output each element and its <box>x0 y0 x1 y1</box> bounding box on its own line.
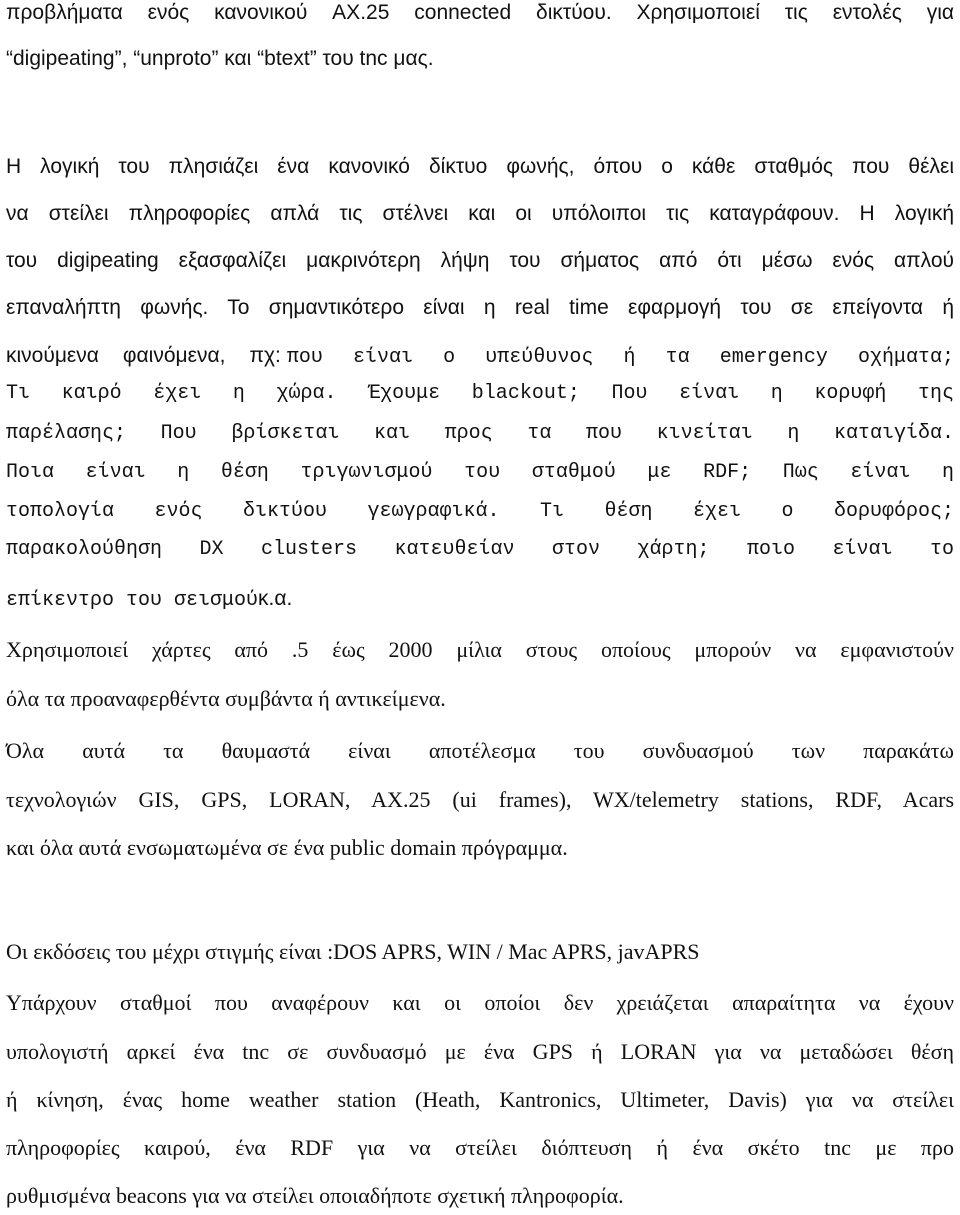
text-line <box>6 463 954 493</box>
text-segment: επαναλήπτη φωνής. Το σημαντικότερο είναι η real time εφαρμογή του σε επείγοντα ή <box>6 296 954 319</box>
text-segment: επίκεντρο του σεισμού <box>6 589 259 612</box>
text-line <box>6 203 954 233</box>
text-line <box>6 250 954 280</box>
text-line <box>6 789 954 819</box>
text-segment: Υπάρχουν σταθμοί που αναφέρουν και οι οποίοι δεν χρειάζεται απαραίτητα να έχουν <box>6 990 954 1015</box>
text-segment: ή κίνηση, ένας home weather station (Heath, Kantronics, Ultimeter, Davis) για να στείλει <box>6 1087 954 1112</box>
text-line <box>6 297 954 327</box>
text-line <box>6 502 954 532</box>
text-line <box>6 1137 954 1167</box>
text-segment: υπολογιστή αρκεί ένα tnc σε συνδυασμό με ένα GPS ή LORAN για να μεταδώσει θέση <box>6 1039 954 1064</box>
text-segment: Η λογική του πλησιάζει ένα κανονικό δίκτυο φωνής, όπου ο κάθε σταθμός που θέλει <box>6 155 954 178</box>
text-line <box>6 1041 954 1071</box>
text-segment: τοπολογία ενός δικτύου γεωγραφικά. Τι θέση έχει ο δορυφόρος; <box>6 500 954 523</box>
text-line <box>6 48 954 78</box>
text-segment: κ.α. <box>258 587 293 610</box>
text-segment: Οι εκδόσεις του μέχρι στιγμής είναι :DOS APRS, WIN / Mac APRS, javAPRS <box>6 939 700 964</box>
text-line <box>6 688 954 718</box>
text-line <box>6 424 954 454</box>
text-segment: “digipeating”, “unproto” και “btext” του tnc μας. <box>6 47 434 70</box>
text-line <box>6 2 954 32</box>
text-segment: παρέλασης; Που βρίσκεται και προς τα που κινείται η καταιγίδα. <box>6 422 954 445</box>
text-segment: παρακολούθηση DX clusters κατευθείαν στον χάρτη; ποιο είναι το <box>6 538 954 561</box>
text-line <box>6 941 954 971</box>
text-line <box>6 588 954 618</box>
text-line <box>6 1089 954 1119</box>
text-segment: όλα τα προαναφερθέντα συμβάντα ή αντικείμενα. <box>6 686 446 711</box>
text-segment: τεχνολογιών GIS, GPS, LORAN, AX.25 (ui frames), WX/telemetry stations, RDF, Acars <box>6 787 954 812</box>
text-line <box>6 540 954 570</box>
text-line <box>6 345 954 375</box>
text-segment: και όλα αυτά ενσωματωμένα σε ένα public domain πρόγραμμα. <box>6 835 568 860</box>
text-segment: ρυθμισμένα beacons για να στείλει οποιαδήποτε σχετική πληροφορία. <box>6 1183 624 1208</box>
text-line <box>6 837 954 867</box>
text-line <box>6 639 954 669</box>
text-segment: προβλήματα ενός κανονικού AX.25 connected δικτύου. Χρησιμοποιεί τις εντολές για <box>6 1 954 24</box>
text-segment: που είναι ο υπεύθυνος ή τα emergency οχήματα; <box>286 346 954 369</box>
text-segment: Όλα αυτά τα θαυμαστά είναι αποτέλεσμα του συνδυασμού των παρακάτω <box>6 738 954 763</box>
text-line <box>6 156 954 186</box>
text-line <box>6 740 954 770</box>
text-segment: Τι καιρό έχει η χώρα. Έχουμε blackout; Που είναι η κορυφή της <box>6 382 954 405</box>
text-line <box>6 384 954 414</box>
text-segment: Χρησιμοποιεί χάρτες από .5 έως 2000 μίλια στους οποίους μπορούν να εμφανιστούν <box>6 637 954 662</box>
text-segment: του digipeating εξασφαλίζει μακρινότερη λήψη του σήματος από ότι μέσω ενός απλού <box>6 249 954 272</box>
text-line <box>6 992 954 1022</box>
text-segment: πληροφορίες καιρού, ένα RDF για να στείλει διόπτευση ή ένα σκέτο tnc με προ <box>6 1135 954 1160</box>
text-segment: κινούμενα φαινόμενα, πχ: <box>6 344 281 367</box>
text-segment: Ποια είναι η θέση τριγωνισμού του σταθμού με RDF; Πως είναι η <box>6 461 954 484</box>
text-segment: να στείλει πληροφορίες απλά τις στέλνει και οι υπόλοιποι τις καταγράφουν. Η λογική <box>6 202 954 225</box>
